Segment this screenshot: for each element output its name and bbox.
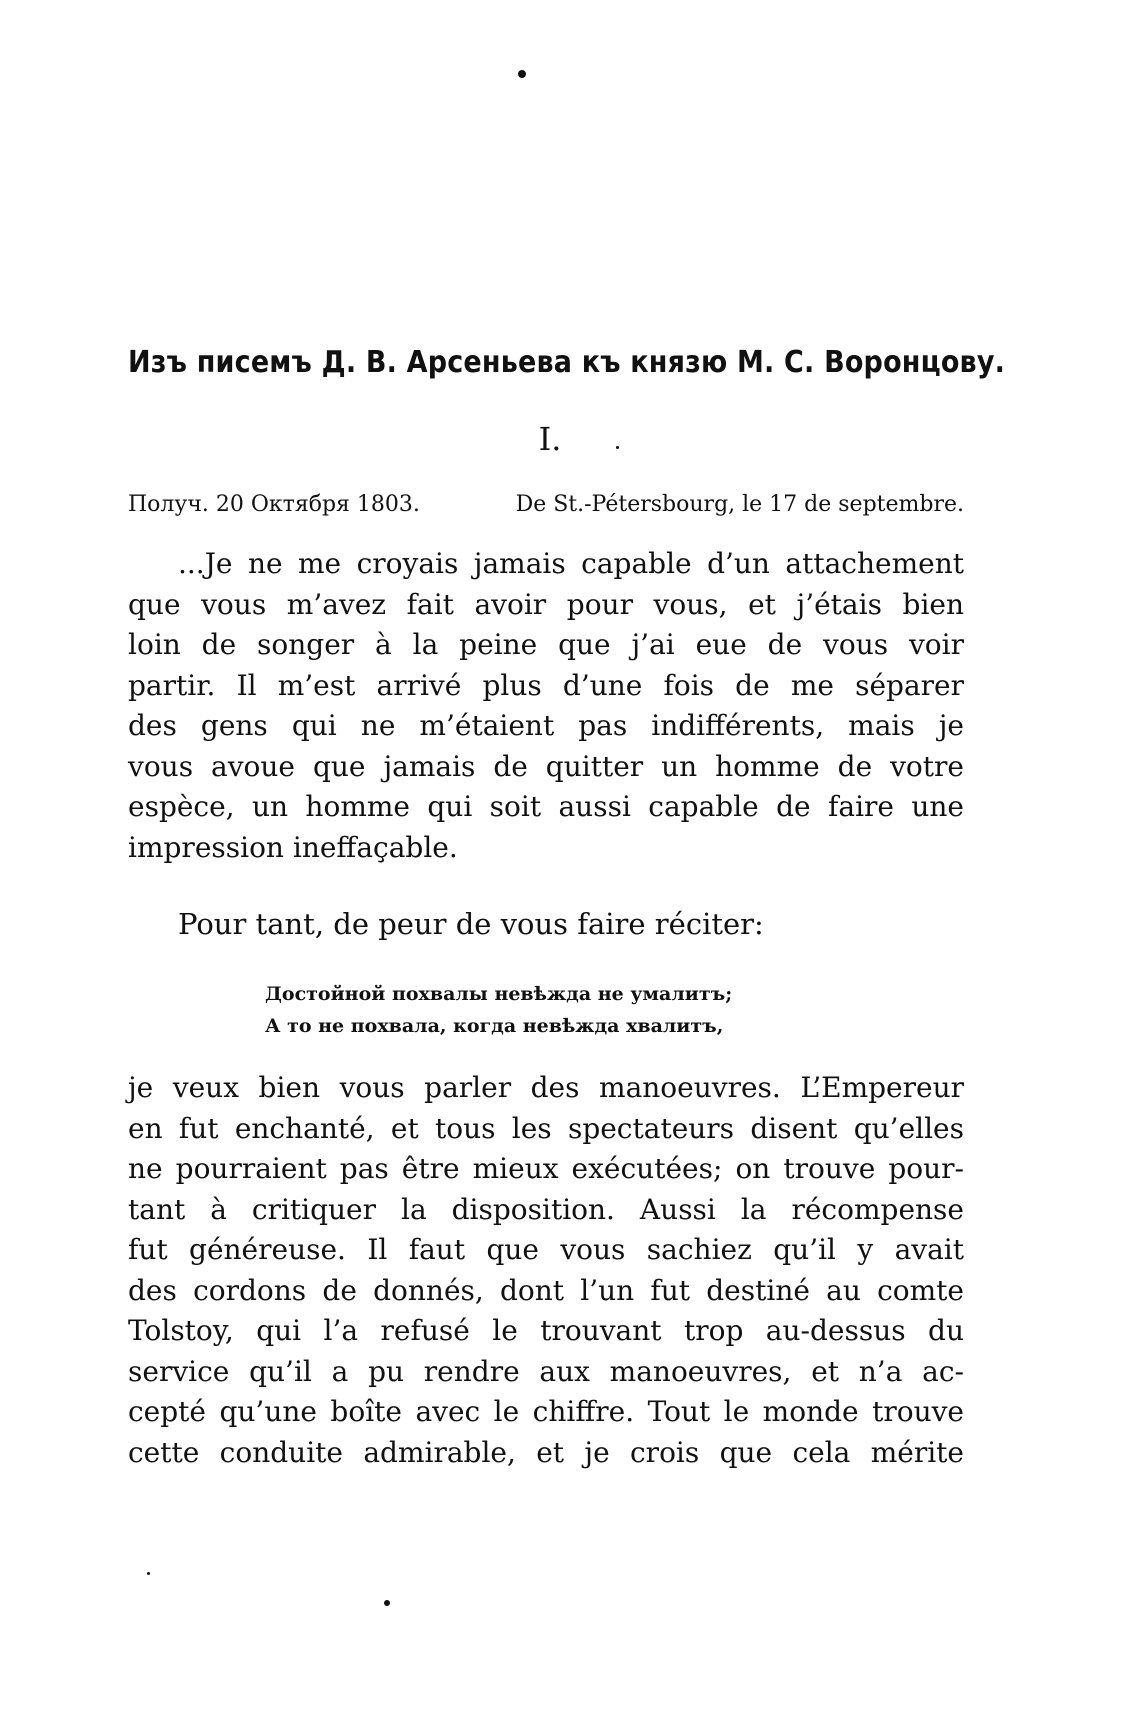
print-speck (518, 70, 526, 78)
text-line: cepté qu’une boîte avec le chiffre. Tout le monde trouve (128, 1395, 964, 1428)
received-date: Получ. 20 Октября 1803. (128, 492, 420, 517)
paragraph-2 (178, 904, 1014, 945)
print-speck (147, 1572, 150, 1575)
verse-line: Достойной похвалы невѣжда не умалитъ; (265, 983, 733, 1005)
letter-place-date: De St.-Pétersbourg, le 17 de septembre. (515, 492, 964, 517)
text-line: ne pourraient pas être mieux exécutées; on trouve pour- (128, 1152, 964, 1185)
text-line: des cordons de donnés, dont l’un fut destiné au comte (128, 1273, 964, 1307)
quoted-verse (265, 978, 732, 1042)
text-line: service qu’il a pu rendre aux manoeuvres, et n’a ac- (128, 1354, 964, 1388)
text-line: Pour tant, de peur de vous faire réciter: (178, 907, 764, 941)
paragraph-1 (128, 544, 964, 868)
paragraph-3 (128, 1068, 964, 1473)
text-line: impression ineffaçable. (128, 830, 458, 864)
text-line: cette conduite admirable, et je crois que cela mérite (128, 1435, 964, 1469)
chapter-title: Изъ писемъ Д. В. Арсеньева къ князю М. С. Воронцову. (128, 345, 1006, 380)
text-line: je veux bien vous parler des manoeuvres. L’Empereur (128, 1071, 964, 1104)
print-speck (384, 1600, 390, 1606)
text-line: fut généreuse. Il faut que vous sachiez qu’il y avait (128, 1233, 964, 1266)
letter-dateline (128, 492, 964, 517)
text-line: Tolstoy, qui l’a refusé le trouvant trop au-dessus du (128, 1314, 964, 1347)
text-line: tant à critiquer la disposition. Aussi la récompense (128, 1192, 964, 1226)
verse-line: А то не похвала, когда невѣжда хвалитъ, (265, 1015, 724, 1037)
text-line: loin de songer à la peine que j’ai eue de vous voir (128, 628, 964, 661)
text-line: en fut enchanté, et tous les spectateurs disent qu’elles (128, 1111, 964, 1145)
text-line: ...Je ne me croyais jamais capable d’un attachement (178, 547, 964, 580)
text-line: espèce, un homme qui soit aussi capable de faire une (128, 790, 964, 823)
text-line: partir. Il m’est arrivé plus d’une fois de me séparer (128, 668, 964, 702)
text-line: que vous m’avez fait avoir pour vous, et j’étais bien (128, 587, 964, 621)
section-numeral: I. (538, 420, 562, 458)
text-line: des gens qui ne m’étaient pas indifférents, mais je (128, 709, 964, 742)
text-line: vous avoue que jamais de quitter un homme de votre (128, 749, 964, 783)
